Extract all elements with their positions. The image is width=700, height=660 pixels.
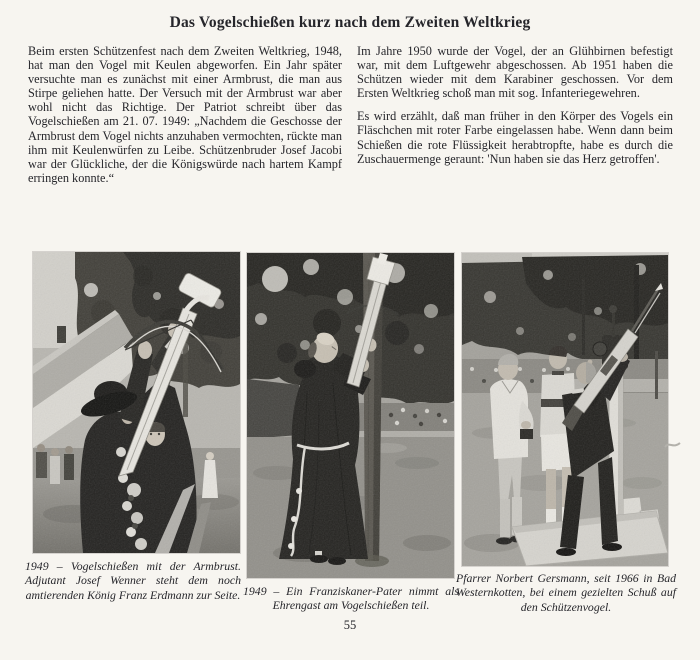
scan-artifact-mark [663,437,683,453]
photo1-illustration [33,252,240,553]
text-column-right [357,44,673,166]
photo3-illustration [462,253,668,566]
page-number: 55 [343,618,357,632]
paragraph-1950: Im Jahre 1950 wurde der Vogel, der an Glühbirnen befestigt war, mit dem Luftgewehr abgeschossen. Ab 1951 haben die Schützen wieder mit dem Karabiner geschossen. Vor dem Ersten Weltkrieg schoß man mit sog. Infanteriegewehren. [357,44,673,101]
photo-pfarrer-gersmann [462,253,668,566]
photo-franciscan-father-1949 [247,253,454,578]
page-title: Das Vogelschießen kurz nach dem Zweiten Weltkrieg [169,14,531,31]
photo2-illustration [247,253,454,578]
photo-caption-3: Pfarrer Norbert Gersmann, seit 1966 in Bad Westernkotten, bei einem gezielten Schuß auf den Schützenvogel. [456,571,676,614]
paragraph-1948-1949: Beim ersten Schützenfest nach dem Zweiten Weltkrieg, 1948, hat man den Vogel mit Keulen abgeworfen. Ein Jahr später versuchte man es zunächst mit einer Armbrust, die man aus Stirpe geliehen hatte. Der Versuch mit der Armbrust war aber wohl nicht das Richtige. Der Patriot schreibt über das Vogelschießen am 21. 07. 1949: „Nachdem die Geschosse der Armbrust dem Vogel nichts anzuhaben vermochten, rückte man ihm mit Keulenwürfen zu Leibe. Schützenbruder Josef Jacobi war der Glückliche, der die Königswürde nach hartem Kampf erringen konnte.“ [28,44,342,185]
photo-caption-1: 1949 – Vogelschießen mit der Armbrust. Adjutant Josef Wenner steht dem noch amtierenden König Franz Erdmann zur Seite. [25,559,241,602]
text-column-left [28,44,342,185]
paragraph-red-paint-story: Es wird erzählt, daß man früher in den Körper des Vogels ein Fläschchen mit roter Farbe eingelassen habe. Wenn dann beim Schießen die rote Flüssigkeit herabtropfte, habe es durch die Zuschauermenge geraunt: 'Nun haben sie das Herz getroffen'. [357,109,673,166]
photo-crossbow-king-1949 [33,252,240,553]
photo-caption-2: 1949 – Ein Franziskaner-Pater nimmt als Ehrengast am Vogelschießen teil. [243,584,459,613]
